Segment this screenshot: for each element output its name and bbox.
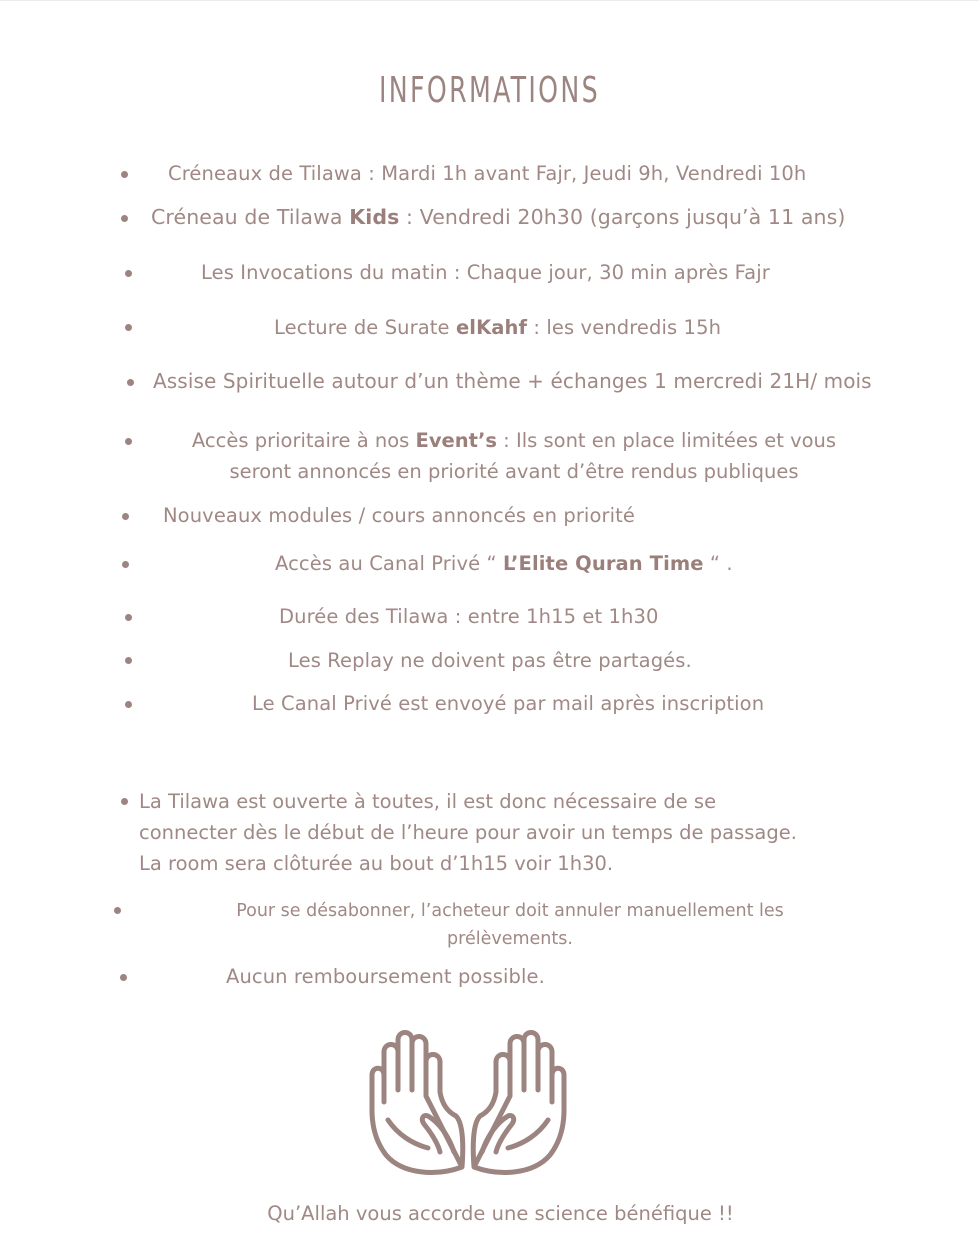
bullet bbox=[121, 215, 128, 222]
bold-part: Event’s bbox=[415, 429, 497, 452]
text-part: : les vendredis 15h bbox=[527, 316, 722, 339]
bullet bbox=[122, 513, 129, 520]
desabonner-line-1: Pour se désabonner, l’acheteur doit annuler manuellement les bbox=[236, 901, 784, 921]
text-part: Lecture de Surate bbox=[274, 316, 456, 339]
info-item-tilawa-ouverte bbox=[139, 786, 939, 879]
bullet bbox=[122, 561, 129, 568]
info-item-duree: Durée des Tilawa : entre 1h15 et 1h30 bbox=[279, 605, 659, 628]
text-part: Accès au Canal Privé “ bbox=[275, 552, 503, 575]
bullet bbox=[114, 907, 121, 914]
bullet bbox=[121, 798, 128, 805]
info-item-desabonner bbox=[160, 897, 860, 953]
info-item-canal-mail: Le Canal Privé est envoyé par mail après inscription bbox=[252, 692, 765, 715]
text-part: : Ils sont en place limitées et vous bbox=[496, 429, 837, 452]
bullet bbox=[125, 324, 132, 331]
bullet bbox=[125, 657, 132, 664]
bullet bbox=[125, 270, 132, 277]
info-item-elkahf bbox=[274, 312, 721, 343]
info-item-events bbox=[148, 425, 880, 487]
text-part: : Vendredi 20h30 (garçons jusqu’à 11 ans) bbox=[399, 205, 846, 229]
page-title: INFORMATIONS bbox=[379, 70, 600, 111]
bullet bbox=[120, 974, 127, 981]
bullet bbox=[125, 438, 132, 445]
desabonner-line-2: prélèvements. bbox=[447, 929, 573, 949]
info-item-canal-prive bbox=[275, 548, 733, 579]
info-item-modules: Nouveaux modules / cours annoncés en priorité bbox=[163, 504, 635, 527]
info-item-tilawa-slots: Créneaux de Tilawa : Mardi 1h avant Fajr, Jeudi 9h, Vendredi 10h bbox=[168, 162, 807, 185]
bold-part: L’Elite Quran Time bbox=[502, 552, 704, 575]
info-item-replay: Les Replay ne doivent pas être partagés. bbox=[288, 649, 692, 672]
events-line-1 bbox=[148, 425, 880, 456]
bullet bbox=[125, 701, 132, 708]
events-line-2: seront annoncés en priorité avant d’être rendus publiques bbox=[229, 460, 799, 483]
praying-hands-icon bbox=[368, 1030, 568, 1180]
top-divider bbox=[0, 0, 979, 1]
text-part: “ . bbox=[703, 552, 733, 575]
bullet bbox=[121, 171, 128, 178]
tilawa-line-2: connecter dès le début de l’heure pour avoir un temps de passage. bbox=[139, 821, 797, 844]
footer-blessing: Qu’Allah vous accorde une science bénéfique !! bbox=[267, 1202, 734, 1225]
bullet bbox=[125, 614, 132, 621]
tilawa-line-3: La room sera clôturée au bout d’1h15 voir 1h30. bbox=[139, 852, 614, 875]
bold-part: elKahf bbox=[455, 316, 528, 339]
bullet bbox=[127, 379, 134, 386]
info-item-assise-spirituelle: Assise Spirituelle autour d’un thème + échanges 1 mercredi 21H/ mois bbox=[153, 369, 872, 393]
info-item-invocations: Les Invocations du matin : Chaque jour, 30 min après Fajr bbox=[201, 261, 770, 284]
info-item-remboursement: Aucun remboursement possible. bbox=[226, 965, 545, 988]
bold-part: Kids bbox=[349, 205, 400, 229]
text-part: Accès prioritaire à nos bbox=[191, 429, 416, 452]
text-part: Créneau de Tilawa bbox=[151, 205, 350, 229]
tilawa-line-1: La Tilawa est ouverte à toutes, il est donc nécessaire de se bbox=[139, 790, 717, 813]
info-item-tilawa-kids bbox=[151, 202, 845, 233]
